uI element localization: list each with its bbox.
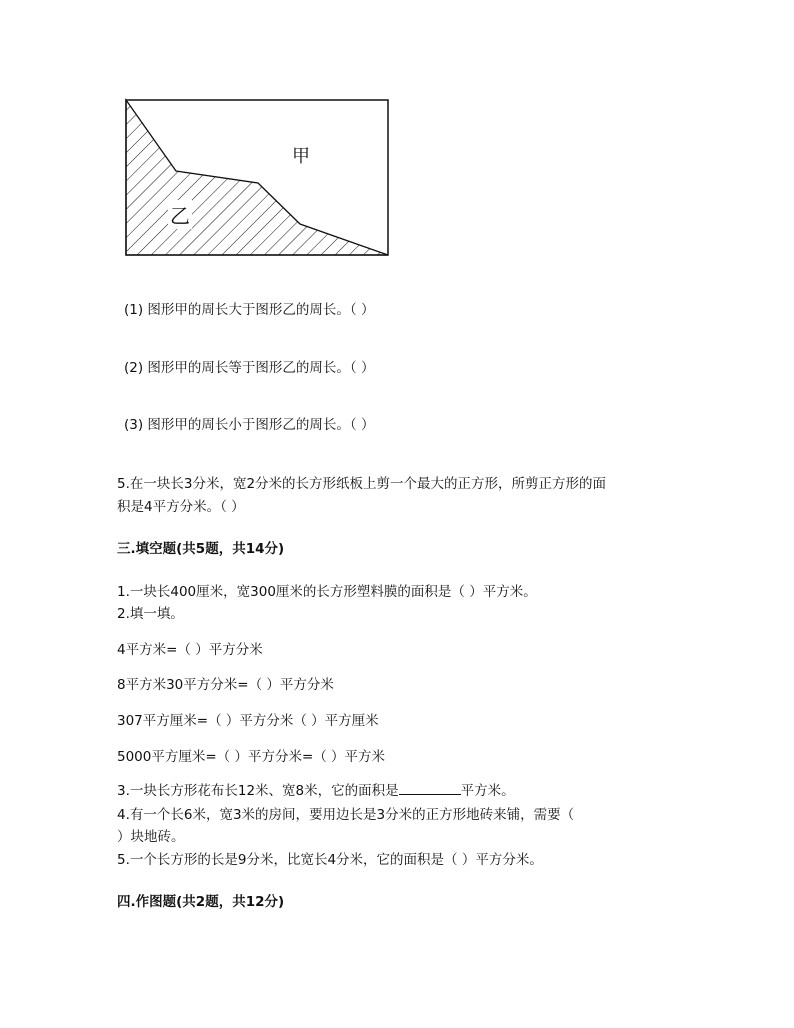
q5-line1: 5.在一块长3分米，宽2分米的长方形纸板上剪一个最大的正方形，所剪正方形的面 [117, 476, 607, 492]
s3-q3-text-before: 3.一块长方形花布长12米、宽8米，它的面积是 [117, 783, 399, 799]
judge-subitem-3: (3) 图形甲的周长小于图形乙的周长。（ ） [124, 417, 375, 433]
fill-item-3: 307平方厘米=（ ）平方分米（ ）平方厘米 [117, 713, 379, 729]
s3-q1: 1.一块长400厘米，宽300厘米的长方形塑料膜的面积是（ ）平方米。 [117, 584, 537, 600]
answer-blank [399, 782, 461, 795]
section3-title: 三.填空题(共5题，共14分) [117, 541, 285, 557]
s3-q4-line1: 4.有一个长6米，宽3米的房间，要用边长是3分米的正方形地砖来铺，需要（ [117, 807, 575, 823]
label-jia: 甲 [292, 142, 310, 168]
s3-q4-line2: ）块地砖。 [117, 829, 185, 845]
judge-subitem-1: (1) 图形甲的周长大于图形乙的周长。（ ） [124, 302, 375, 318]
label-yi: 乙 [168, 200, 192, 229]
fill-item-1: 4平方米=（ ）平方分米 [117, 642, 263, 658]
fill-item-4: 5000平方厘米=（ ）平方分米=（ ）平方米 [117, 749, 386, 765]
section4-title: 四.作图题(共2题，共12分) [117, 894, 285, 910]
s3-q2: 2.填一填。 [117, 606, 184, 622]
s3-q5: 5.一个长方形的长是9分米，比宽长4分米，它的面积是（ ）平方分米。 [117, 852, 543, 868]
s3-q3 [117, 779, 515, 799]
rectangle-diagram [124, 98, 392, 258]
judge-subitem-2: (2) 图形甲的周长等于图形乙的周长。（ ） [124, 360, 375, 376]
s3-q3-text-after: 平方米。 [460, 783, 515, 799]
figure-jia-yi [124, 98, 392, 262]
shape-yi-hatched [126, 100, 388, 255]
fill-item-2: 8平方米30平方分米=（ ）平方分米 [117, 677, 334, 693]
q5-line2: 积是4平方分米。（ ） [117, 499, 245, 515]
